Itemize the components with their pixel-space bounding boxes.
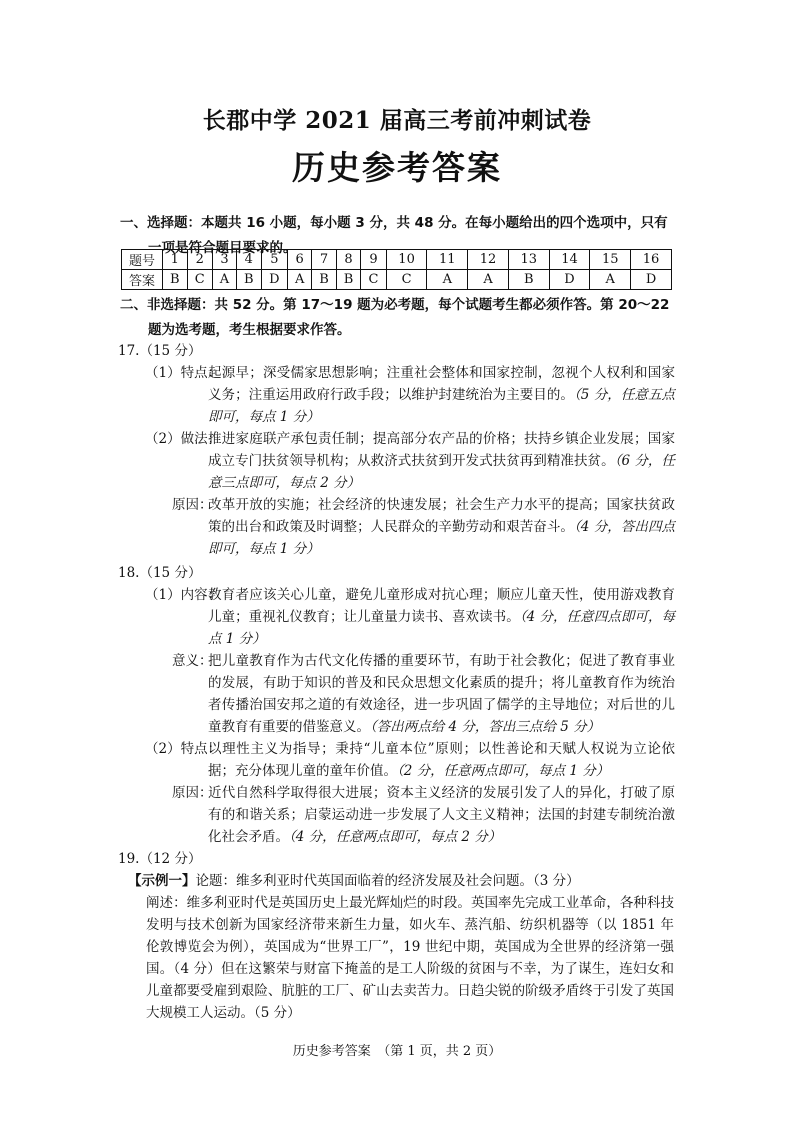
q18-part4-scoring: （4 分，任意两点即可，每点 2 分） [289, 829, 502, 845]
answer-cell: C [361, 270, 386, 290]
question-number-cell: 3 [212, 250, 236, 270]
answer-cell: B [163, 270, 188, 290]
q18-part1-scoring: （4 分，任意四点即可，每点 1 分） [208, 609, 675, 647]
answer-cell: B [508, 270, 549, 290]
question-number-cell: 2 [187, 250, 212, 270]
q17-part1-scoring: （5 分，任意五点即可，每点 1 分） [208, 387, 675, 425]
question-number-cell: 7 [312, 250, 337, 270]
table-row-answers [122, 270, 672, 290]
question-17-heading: 17.（15 分） [118, 343, 202, 359]
row-label-number: 题号 [122, 250, 163, 270]
q19-thesis-text: 论题：维多利亚时代英国面临着的经济发展及社会问题。（3 分） [195, 873, 580, 889]
row-label-answer: 答案 [122, 270, 163, 290]
q18-part1 [145, 584, 675, 650]
question-number-cell: 9 [361, 250, 386, 270]
question-number-cell: 16 [631, 250, 672, 270]
q17-part1-label: （1）特点： [145, 365, 222, 381]
section-1-text: 选择题：本题共 16 小题，每小题 3 分，共 48 分。在每小题给出的四个选项中，只有一项是符合题目要求的。 [147, 215, 668, 256]
page-footer: 历史参考答案 （第 1 页，共 2 页） [292, 1044, 502, 1059]
q17-part3-scoring: （4 分，答出四点即可，每点 1 分） [208, 519, 675, 557]
document-title: 历史参考答案 [292, 148, 502, 187]
question-number-cell: 1 [163, 250, 188, 270]
section-2-instructions [120, 293, 680, 343]
answer-cell: D [631, 270, 672, 290]
question-number-cell: 5 [261, 250, 288, 270]
answer-cell: B [336, 270, 361, 290]
table-row-numbers [122, 250, 672, 270]
q17-part2-label: （2）做法： [145, 431, 222, 447]
q18-part4-text: 近代自然科学取得很大进展；资本主义经济的发展引发了人的异化，打破了原有的和谐关系；启蒙运动进一步发展了人文主义精神；法国的封建专制统治激化社会矛盾。 [208, 785, 675, 845]
q18-part3 [145, 738, 675, 782]
question-19-heading: 19.（12 分） [118, 851, 202, 867]
q18-part4-label: 原因： [172, 785, 213, 801]
q19-argument: 阐述：维多利亚时代是英国历史上最光辉灿烂的时段。英国率先完成工业革命，各种科技发明与技术创新为国家经济带来新生力量，如火车、蒸汽船、纺织机器等（以 1851 年伦敦博览会为例），英国成为“世界工厂”，19 世纪中期，英国成为全世界的经济第一强国。（4 分）但在这繁荣与财富下掩盖的是工人阶级的贫困与不幸，为了谋生，连妇女和儿童都要受雇到艰险、肮脏的工厂、矿山去卖苦力。日趋尖锐的阶级矛盾终于引发了英国大规模工人运动。（5 分） [146, 895, 674, 1021]
q18-part2-label: 意义： [172, 653, 213, 669]
answer-cell: A [427, 270, 468, 290]
section-1-label: 一、 [120, 215, 147, 231]
question-number-cell: 12 [468, 250, 509, 270]
q17-part1-text: 起源早；深受儒家思想影响；注重社会整体和国家控制，忽视个人权利和国家义务；注重运用政府行政手段；以维护封建统治为主要目的。 [208, 365, 675, 403]
question-number-cell: 6 [288, 250, 312, 270]
q18-part2 [172, 650, 675, 738]
q18-part4 [172, 782, 675, 848]
q19-thesis [128, 870, 674, 892]
answer-cell: B [237, 270, 262, 290]
question-number-cell: 14 [549, 250, 590, 270]
answer-cell: A [590, 270, 631, 290]
q18-part3-text: 以理性主义为指导；秉持“儿童本位”原则；以性善论和天赋人权说为立论依据；充分体现儿童的童年价值。 [208, 741, 675, 779]
answer-cell: A [288, 270, 312, 290]
q17-part2-text: 推进家庭联产承包责任制；提高部分农产品的价格；扶持乡镇企业发展；国家成立专门扶贫领导机构；从救济式扶贫到开发式扶贫再到精准扶贫。 [208, 431, 675, 469]
answer-table [121, 249, 672, 290]
q18-part1-label: （1）内容： [145, 587, 222, 603]
answer-cell: C [187, 270, 212, 290]
q18-part2-text: 把儿童教育作为古代文化传播的重要环节，有助于社会教化；促进了教育事业的发展，有助于知识的普及和民众思想文化素质的提升；将儿童教育作为统治者传播治国安邦之道的有效途径，进一步巩固了儒学的主导地位；对后世的儿童教育有重要的借鉴意义。 [208, 653, 675, 735]
q17-part2-scoring: （6 分，任意三点即可，每点 2 分） [208, 453, 675, 491]
q18-part1-text: 教育者应该关心儿童，避免儿童形成对抗心理；顺应儿童天性，使用游戏教育儿童；重视礼仪教育；让儿童量力读书、喜欢读书。 [208, 587, 675, 625]
answer-cell: D [261, 270, 288, 290]
q17-part1 [145, 362, 675, 428]
question-number-cell: 10 [386, 250, 427, 270]
q17-part3 [172, 494, 675, 560]
answer-cell: B [312, 270, 337, 290]
question-number-cell: 11 [427, 250, 468, 270]
answer-cell: A [212, 270, 236, 290]
section-2-text: 非选择题：共 52 分。第 17～19 题为必考题，每个试题考生都必须作答。第 20～22 题为选考题，考生根据要求作答。 [147, 297, 670, 338]
q18-part3-scoring: （2 分，任意两点即可，每点 1 分） [397, 763, 610, 779]
answer-cell: D [549, 270, 590, 290]
q18-part3-label: （2）特点： [145, 741, 222, 757]
question-number-cell: 13 [508, 250, 549, 270]
q18-part2-scoring: （答出两点给 4 分，答出三点给 5 分） [370, 719, 601, 735]
question-number-cell: 4 [237, 250, 262, 270]
exam-title: 长郡中学 2021 届高三考前冲刺试卷 [202, 107, 592, 134]
question-number-cell: 15 [590, 250, 631, 270]
section-2-label: 二、 [120, 297, 147, 313]
q17-part2 [145, 428, 675, 494]
q19-example-label: 【示例一】 [128, 873, 196, 889]
answer-cell: C [386, 270, 427, 290]
q17-part3-label: 原因： [172, 497, 213, 513]
q17-part3-text: 改革开放的实施；社会经济的快速发展；社会生产力水平的提高；国家扶贫政策的出台和政策及时调整；人民群众的辛勤劳动和艰苦奋斗。 [208, 497, 675, 535]
question-18-heading: 18.（15 分） [118, 565, 202, 581]
question-number-cell: 8 [336, 250, 361, 270]
answer-cell: A [468, 270, 509, 290]
